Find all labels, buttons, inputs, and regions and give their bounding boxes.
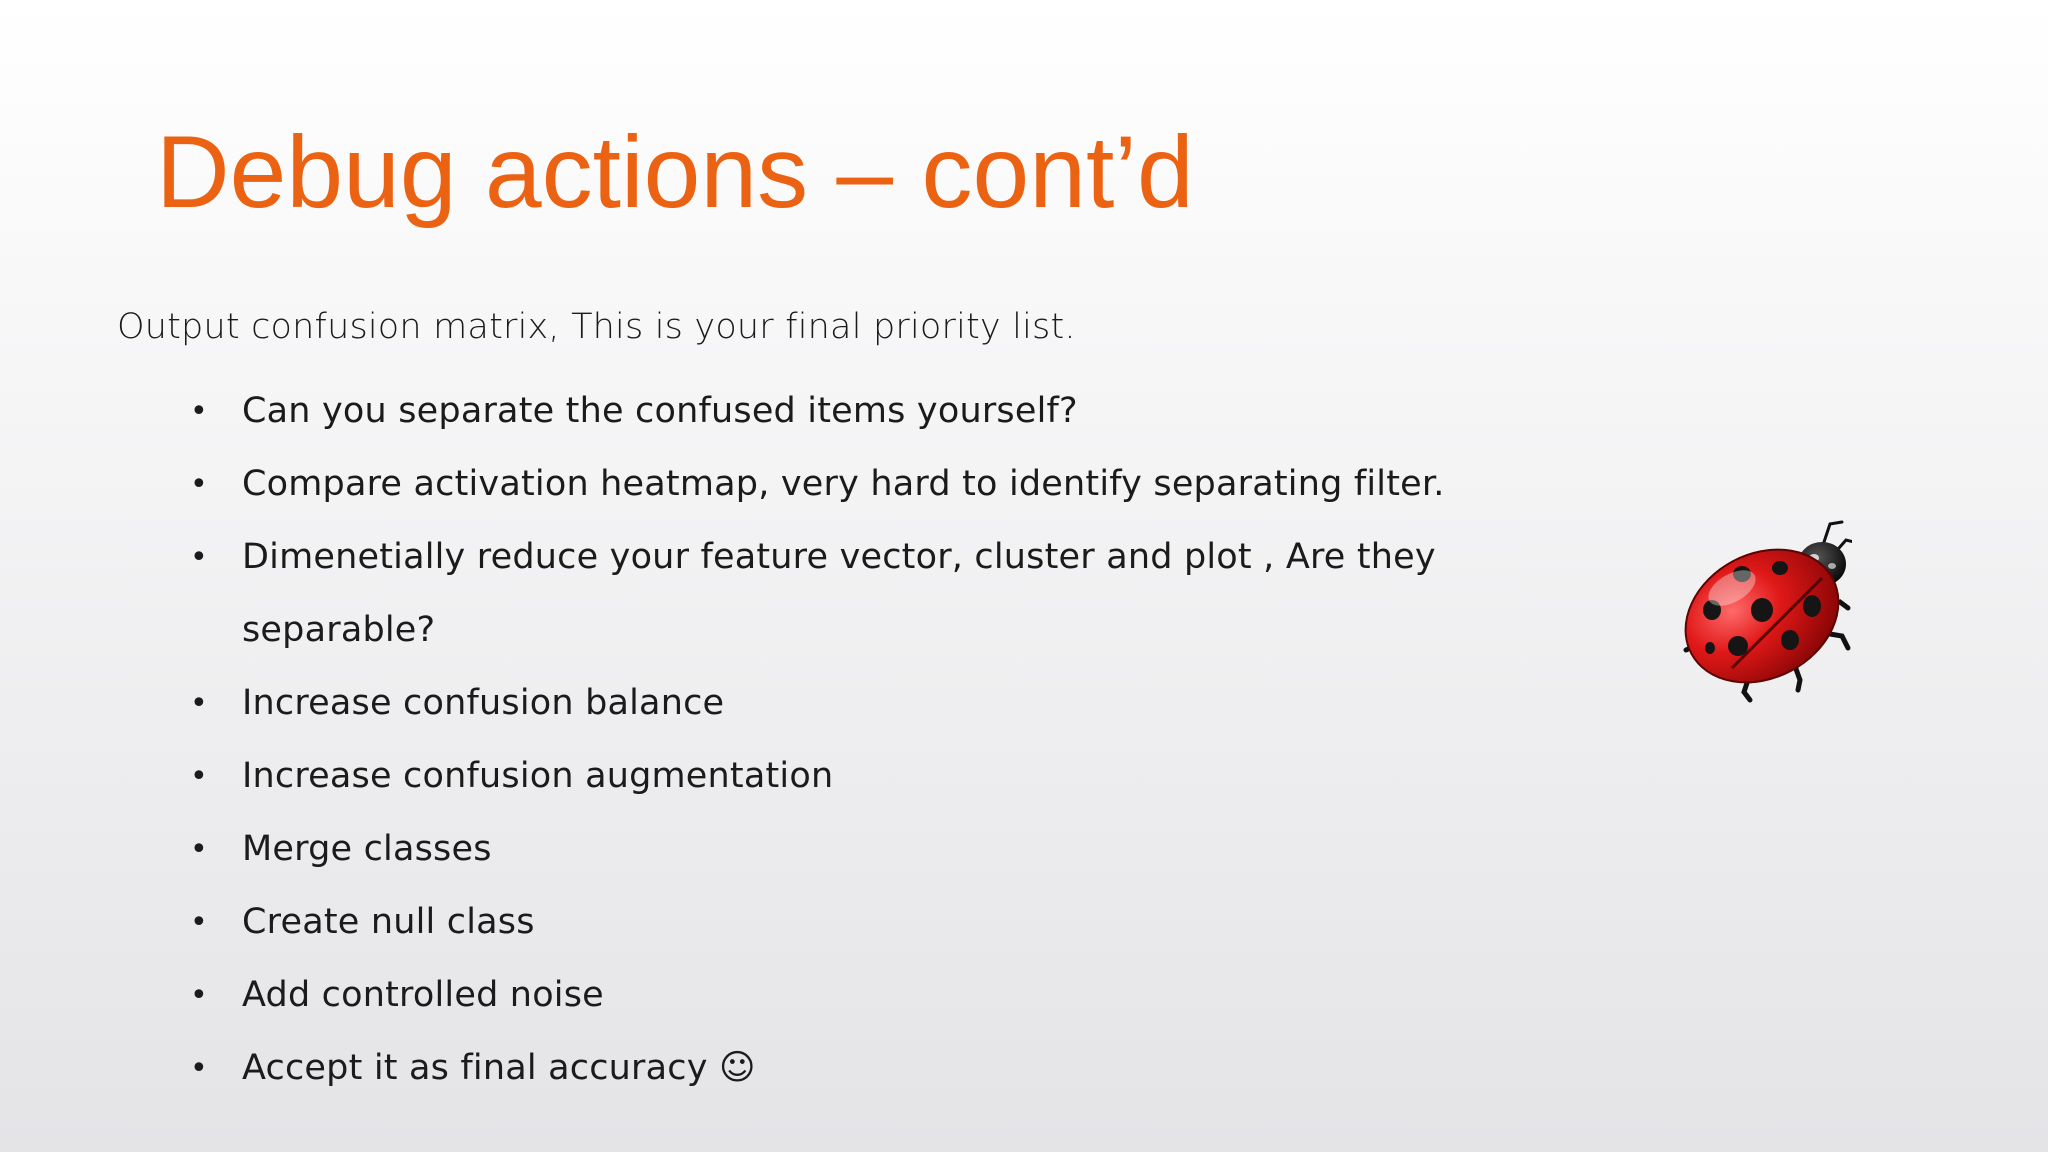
bullet-text: Can you separate the confused items yourself? (242, 391, 1078, 431)
bullet-item (190, 959, 1445, 1032)
bullet-text: Create null class (242, 902, 535, 942)
bullet-dot: • (190, 759, 208, 794)
bullet-text: Increase confusion augmentation (242, 756, 834, 796)
bullet-list (190, 375, 1445, 1105)
bullet-item (190, 813, 1445, 886)
bullet-item (190, 667, 1445, 740)
bullet-text: Accept it as final accuracy ☺ (242, 1048, 756, 1088)
bullet-text: Increase confusion balance (242, 683, 725, 723)
bullet-dot: • (190, 394, 208, 429)
bullet-text: Add controlled noise (242, 975, 604, 1015)
bullet-dot: • (190, 1051, 208, 1086)
bullet-dot: • (190, 832, 208, 867)
bullet-dot: • (190, 978, 208, 1013)
slide-title: Debug actions – cont’d (156, 115, 1194, 229)
bullet-item (190, 1032, 1445, 1105)
bullet-dot: • (190, 905, 208, 940)
bullet-text: Merge classes (242, 829, 492, 869)
intro-text: Output confusion matrix, This is your final priority list. (117, 307, 1076, 347)
bullet-dot: • (190, 540, 208, 575)
bullet-item (190, 521, 1445, 667)
bullet-item (190, 448, 1445, 521)
bullet-item (190, 740, 1445, 813)
bullet-text: Compare activation heatmap, very hard to identify separating filter. (242, 464, 1445, 504)
ladybug-icon (1672, 518, 1852, 708)
bullet-dot: • (190, 686, 208, 721)
bullet-text-continuation: separable? (242, 610, 436, 650)
bullet-text: Dimenetially reduce your feature vector, cluster and plot , Are they (242, 537, 1436, 577)
bullet-item (190, 375, 1445, 448)
bullet-item (190, 886, 1445, 959)
bullet-dot: • (190, 467, 208, 502)
